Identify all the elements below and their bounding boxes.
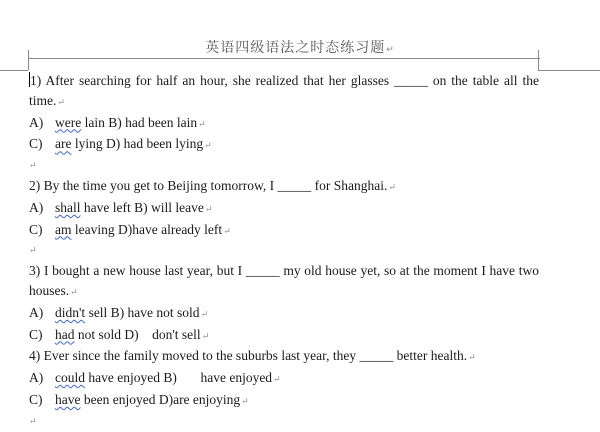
answer-option[interactable]: C) are lying D) had been lying↵ [29,136,212,152]
empty-paragraph[interactable]: ↵ [29,415,37,426]
page-header [0,37,600,57]
spellcheck-word[interactable]: had [55,326,75,342]
spellcheck-word[interactable]: could [55,370,85,386]
header-rule [28,58,540,59]
spellcheck-word[interactable]: were [55,114,82,130]
answer-option[interactable]: A) shall have left B) will leave↵ [29,199,213,215]
empty-paragraph[interactable]: ↵ [29,245,37,256]
paragraph-mark-icon: ↵ [204,140,212,151]
spellcheck-word[interactable]: have [55,391,81,407]
answer-option[interactable]: C) had not sold D) don't sell↵ [29,326,210,342]
paragraph-mark-icon: ↵ [57,96,65,107]
answer-option[interactable]: C) have been enjoyed D)are enjoying↵ [29,391,249,407]
paragraph-mark-icon: ↵ [198,118,206,129]
answer-option[interactable]: A) were lain B) had been lain↵ [29,114,206,130]
answer-option[interactable]: A) could have enjoyed B) have enjoyed↵ [29,370,281,386]
paragraph-mark-icon: ↵ [223,225,231,236]
paragraph-mark-icon: ↵ [241,395,249,406]
answer-option[interactable]: C) am leaving D)have already left↵ [29,221,231,237]
header-title: 英语四级语法之时态练习题 [205,40,386,56]
document-body[interactable] [29,71,539,432]
margin-corner-mark [0,70,28,71]
question-stem[interactable]: 3) I bought a new house last year, but I _____ my old house yet, so at the moment I have two houses.↵ [29,263,539,298]
empty-paragraph[interactable]: ↵ [29,160,37,171]
paragraph-mark-icon: ↵ [204,203,213,214]
paragraph-mark-icon: ↵ [386,45,395,55]
paragraph-mark-icon: ↵ [200,308,209,319]
margin-corner-mark [538,70,600,71]
spellcheck-word[interactable]: am [55,221,72,237]
spellcheck-word[interactable]: shall [55,199,81,215]
paragraph-mark-icon: ↵ [273,374,281,385]
paragraph-mark-icon: ↵ [70,286,78,297]
question-stem[interactable]: 1) After searching for half an hour, she realized that her glasses _____ on the table all the time.↵ [29,73,539,108]
paragraph-mark-icon: ↵ [201,330,210,341]
question-stem[interactable]: 4) Ever since the family moved to the suburbs last year, they _____ better health.↵ [29,348,476,364]
answer-option[interactable]: A) didn't sell B) have not sold↵ [29,304,209,320]
margin-corner-mark [538,50,539,70]
spellcheck-word[interactable]: didn't [55,304,86,320]
paragraph-mark-icon: ↵ [388,181,396,192]
question-stem[interactable]: 2) By the time you get to Beijing tomorrow, I _____ for Shanghai.↵ [29,177,396,193]
spellcheck-word[interactable]: are [55,136,72,152]
paragraph-mark-icon: ↵ [468,352,476,363]
margin-corner-mark [28,50,29,70]
